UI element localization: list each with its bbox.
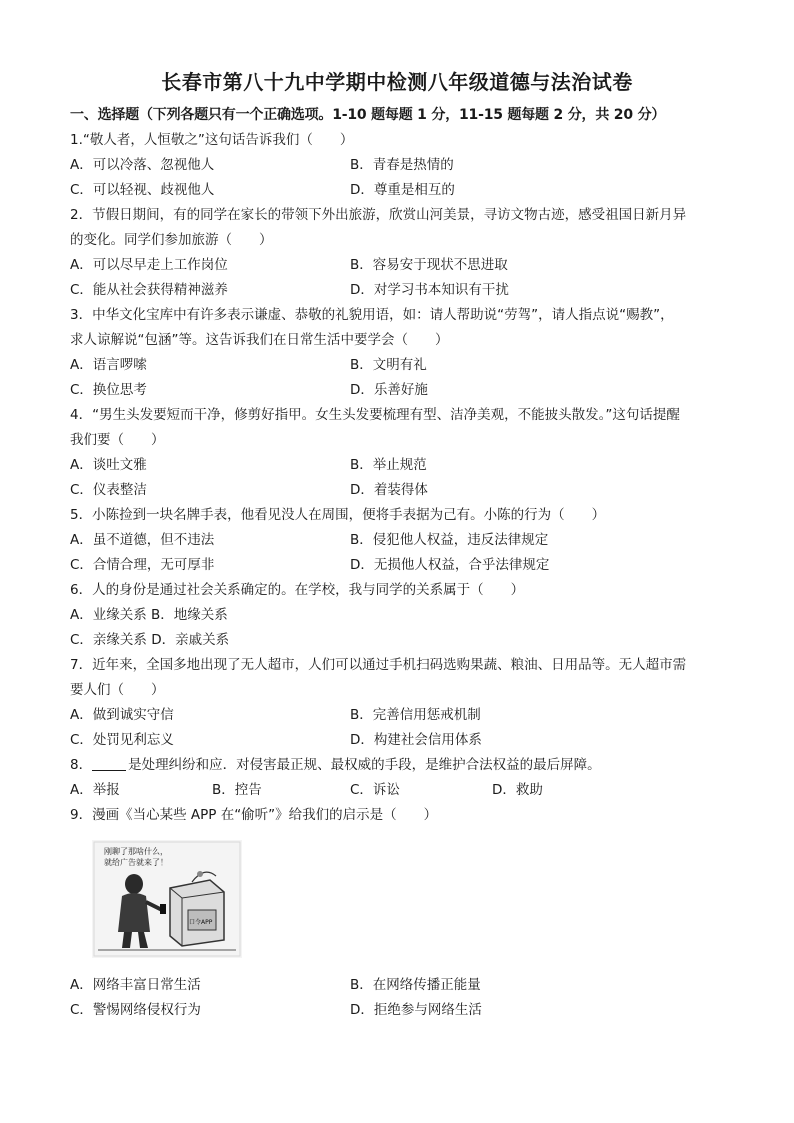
- question-4-stem-line-1: 4．“男生头发要短而干净，修剪好指甲。女生头发要梳理有型、洁净美观，不能披头散发。”这句话提醒: [70, 407, 680, 423]
- q1-option-d[interactable]: D．尊重是相互的: [350, 182, 455, 198]
- q5-option-a[interactable]: A．虽不道德，但不违法: [70, 532, 215, 548]
- phone-icon: [160, 904, 166, 914]
- question-2-stem-line-2: 的变化。同学们参加旅游（ ）: [70, 232, 273, 248]
- question-4-stem-line-2: 我们要（ ）: [70, 432, 165, 448]
- page-title: 长春市第八十九中学期中检测八年级道德与法治试卷: [161, 70, 633, 94]
- cartoon-image: [92, 840, 242, 958]
- question-8-text: 是处理纠纷和应．对侵害最正规、最权威的手段，是维护合法权益的最后屏障。: [128, 757, 601, 773]
- q7-option-b[interactable]: B．完善信用惩戒机制: [350, 707, 481, 723]
- q6-option-cd[interactable]: C．亲缘关系 D．亲戚关系: [70, 632, 230, 648]
- q1-option-b[interactable]: B．青春是热情的: [350, 157, 454, 173]
- q1-option-c[interactable]: C．可以轻视、歧视他人: [70, 182, 215, 198]
- question-8-number: 8．: [70, 757, 93, 773]
- cartoon-box-label: 口令APP: [189, 919, 213, 926]
- question-9-stem: 9．漫画《当心某些 APP 在“偷听”》给我们的启示是（ ）: [70, 807, 438, 823]
- q3-option-a[interactable]: A．语言啰嗦: [70, 357, 147, 373]
- q3-option-d[interactable]: D．乐善好施: [350, 382, 428, 398]
- question-8-stem: [70, 755, 730, 775]
- q4-option-d[interactable]: D．着装得体: [350, 482, 428, 498]
- q3-option-c[interactable]: C．换位思考: [70, 382, 147, 398]
- question-7-stem-line-2: 要人们（ ）: [70, 682, 165, 698]
- question-3-stem-line-1: 3．中华文化宝库中有许多表示谦虚、恭敬的礼貌用语，如：请人帮助说“劳驾”，请人指点说“赐教”，: [70, 307, 674, 323]
- q8-option-b[interactable]: B．控告: [212, 782, 262, 798]
- question-6-stem: 6．人的身份是通过社会关系确定的。在学校，我与同学的关系属于（ ）: [70, 582, 525, 598]
- cartoon-caption-line-1: 刚聊了那啥什么，: [104, 847, 168, 856]
- cartoon-caption-line-2: 就给广告就来了！: [104, 858, 168, 867]
- q8-option-c[interactable]: C．诉讼: [350, 782, 400, 798]
- q8-option-d[interactable]: D．救助: [492, 782, 543, 798]
- question-1-stem: 1.“敬人者，人恒敬之”这句话告诉我们（ ）: [70, 132, 354, 148]
- q7-option-a[interactable]: A．做到诚实守信: [70, 707, 174, 723]
- q7-option-d[interactable]: D．构建社会信用体系: [350, 732, 482, 748]
- section-header: 一、选择题（下列各题只有一个正确选项。1-10 题每题 1 分，11-15 题每题 2 分，共 20 分）: [70, 107, 666, 123]
- q4-option-a[interactable]: A．谈吐文雅: [70, 457, 147, 473]
- q5-option-d[interactable]: D．无损他人权益，合乎法律规定: [350, 557, 550, 573]
- q2-option-b[interactable]: B．容易安于现状不思进取: [350, 257, 508, 273]
- q9-option-b[interactable]: B．在网络传播正能量: [350, 977, 481, 993]
- q2-option-c[interactable]: C．能从社会获得精神滋养: [70, 282, 228, 298]
- q4-option-b[interactable]: B．举止规范: [350, 457, 427, 473]
- q7-option-c[interactable]: C．处罚见利忘义: [70, 732, 174, 748]
- q9-option-c[interactable]: C．警惕网络侵权行为: [70, 1002, 201, 1018]
- q6-option-ab[interactable]: A．业缘关系 B．地缘关系: [70, 607, 228, 623]
- q5-option-c[interactable]: C．合情合理，无可厚非: [70, 557, 215, 573]
- answer-blank[interactable]: [92, 756, 126, 771]
- question-7-stem-line-1: 7．近年来，全国多地出现了无人超市，人们可以通过手机扫码选购果蔬、粮油、日用品等。无人超市需: [70, 657, 687, 673]
- q4-option-c[interactable]: C．仪表整洁: [70, 482, 147, 498]
- q1-option-a[interactable]: A．可以冷落、忽视他人: [70, 157, 215, 173]
- q5-option-b[interactable]: B．侵犯他人权益，违反法律规定: [350, 532, 549, 548]
- q2-option-d[interactable]: D．对学习书本知识有干扰: [350, 282, 509, 298]
- q9-option-a[interactable]: A．网络丰富日常生活: [70, 977, 201, 993]
- q3-option-b[interactable]: B．文明有礼: [350, 357, 427, 373]
- question-3-stem-line-2: 求人谅解说“包涵”等。这告诉我们在日常生活中要学会（ ）: [70, 332, 449, 348]
- q2-option-a[interactable]: A．可以尽早走上工作岗位: [70, 257, 228, 273]
- q9-option-d[interactable]: D．拒绝参与网络生活: [350, 1002, 482, 1018]
- question-2-stem-line-1: 2．节假日期间，有的同学在家长的带领下外出旅游，欣赏山河美景，寻访文物古迹，感受祖国日新月异: [70, 207, 687, 223]
- q8-option-a[interactable]: A．举报: [70, 782, 120, 798]
- question-5-stem: 5．小陈捡到一块名牌手表，他看见没人在周围，便将手表据为己有。小陈的行为（ ）: [70, 507, 606, 523]
